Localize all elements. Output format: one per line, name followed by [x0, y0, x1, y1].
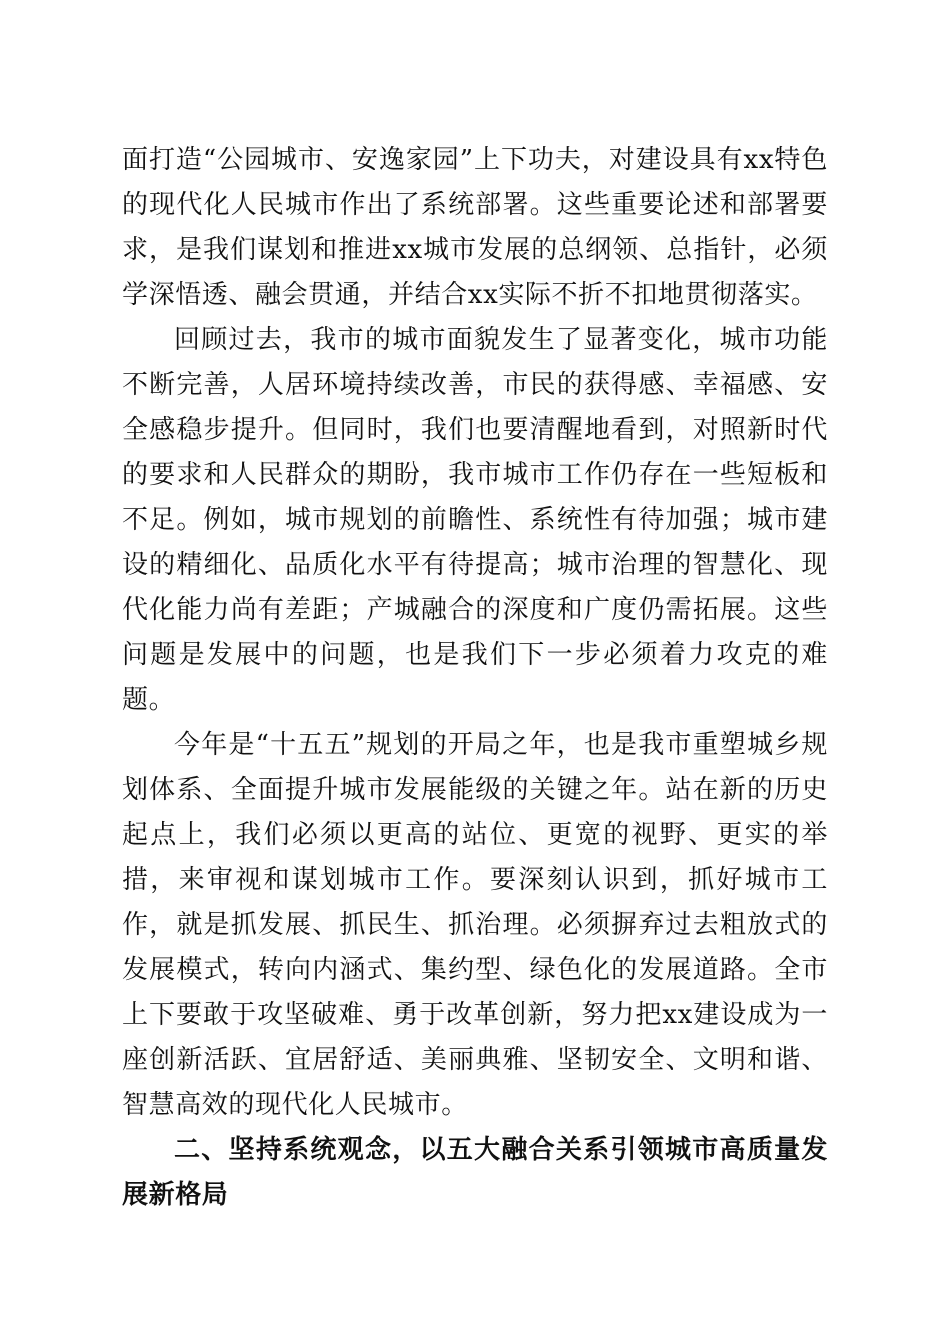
paragraph-current-year: 今年是“十五五”规划的开局之年，也是我市重塑城乡规划体系、全面提升城市发展能级的关键之年。站在新的历史起点上，我们必须以更高的站位、更宽的视野、更实的举措，来审视和谋划城市工作。要深刻认识到，抓好城市工作，就是抓发展、抓民生、抓治理。必须摒弃过去粗放式的发展模式，转向内涵式、集约型、绿色化的发展道路。全市上下要敢于攻坚破难、勇于改革创新，努力把xx建设成为一座创新活跃、宜居舒适、美丽典雅、坚韧安全、文明和谐、智慧高效的现代化人民城市。	[122, 730, 828, 1120]
paragraph-review: 回顾过去，我市的城市面貌发生了显著变化，城市功能不断完善，人居环境持续改善，市民的获得感、幸福感、安全感稳步提升。但同时，我们也要清醒地看到，对照新时代的要求和人民群众的期盼，我市城市工作仍存在一些短板和不足。例如，城市规划的前瞻性、系统性有待加强；城市建设的精细化、品质化水平有待提高；城市治理的智慧化、现代化能力尚有差距；产城融合的深度和广度仍需拓展。这些问题是发展中的问题，也是我们下一步必须着力攻克的难题。	[122, 325, 828, 715]
paragraph-continuation: 面打造“公园城市、安逸家园”上下功夫，对建设具有xx特色的现代化人民城市作出了系统部署。这些重要论述和部署要求，是我们谋划和推进xx城市发展的总纲领、总指针，必须学深悟透、融会贯通，并结合xx实际不折不扣地贯彻落实。	[122, 145, 828, 310]
section-heading: 二、坚持系统观念，以五大融合关系引领城市高质量发展新格局	[122, 1135, 828, 1210]
document-body	[122, 138, 828, 1218]
